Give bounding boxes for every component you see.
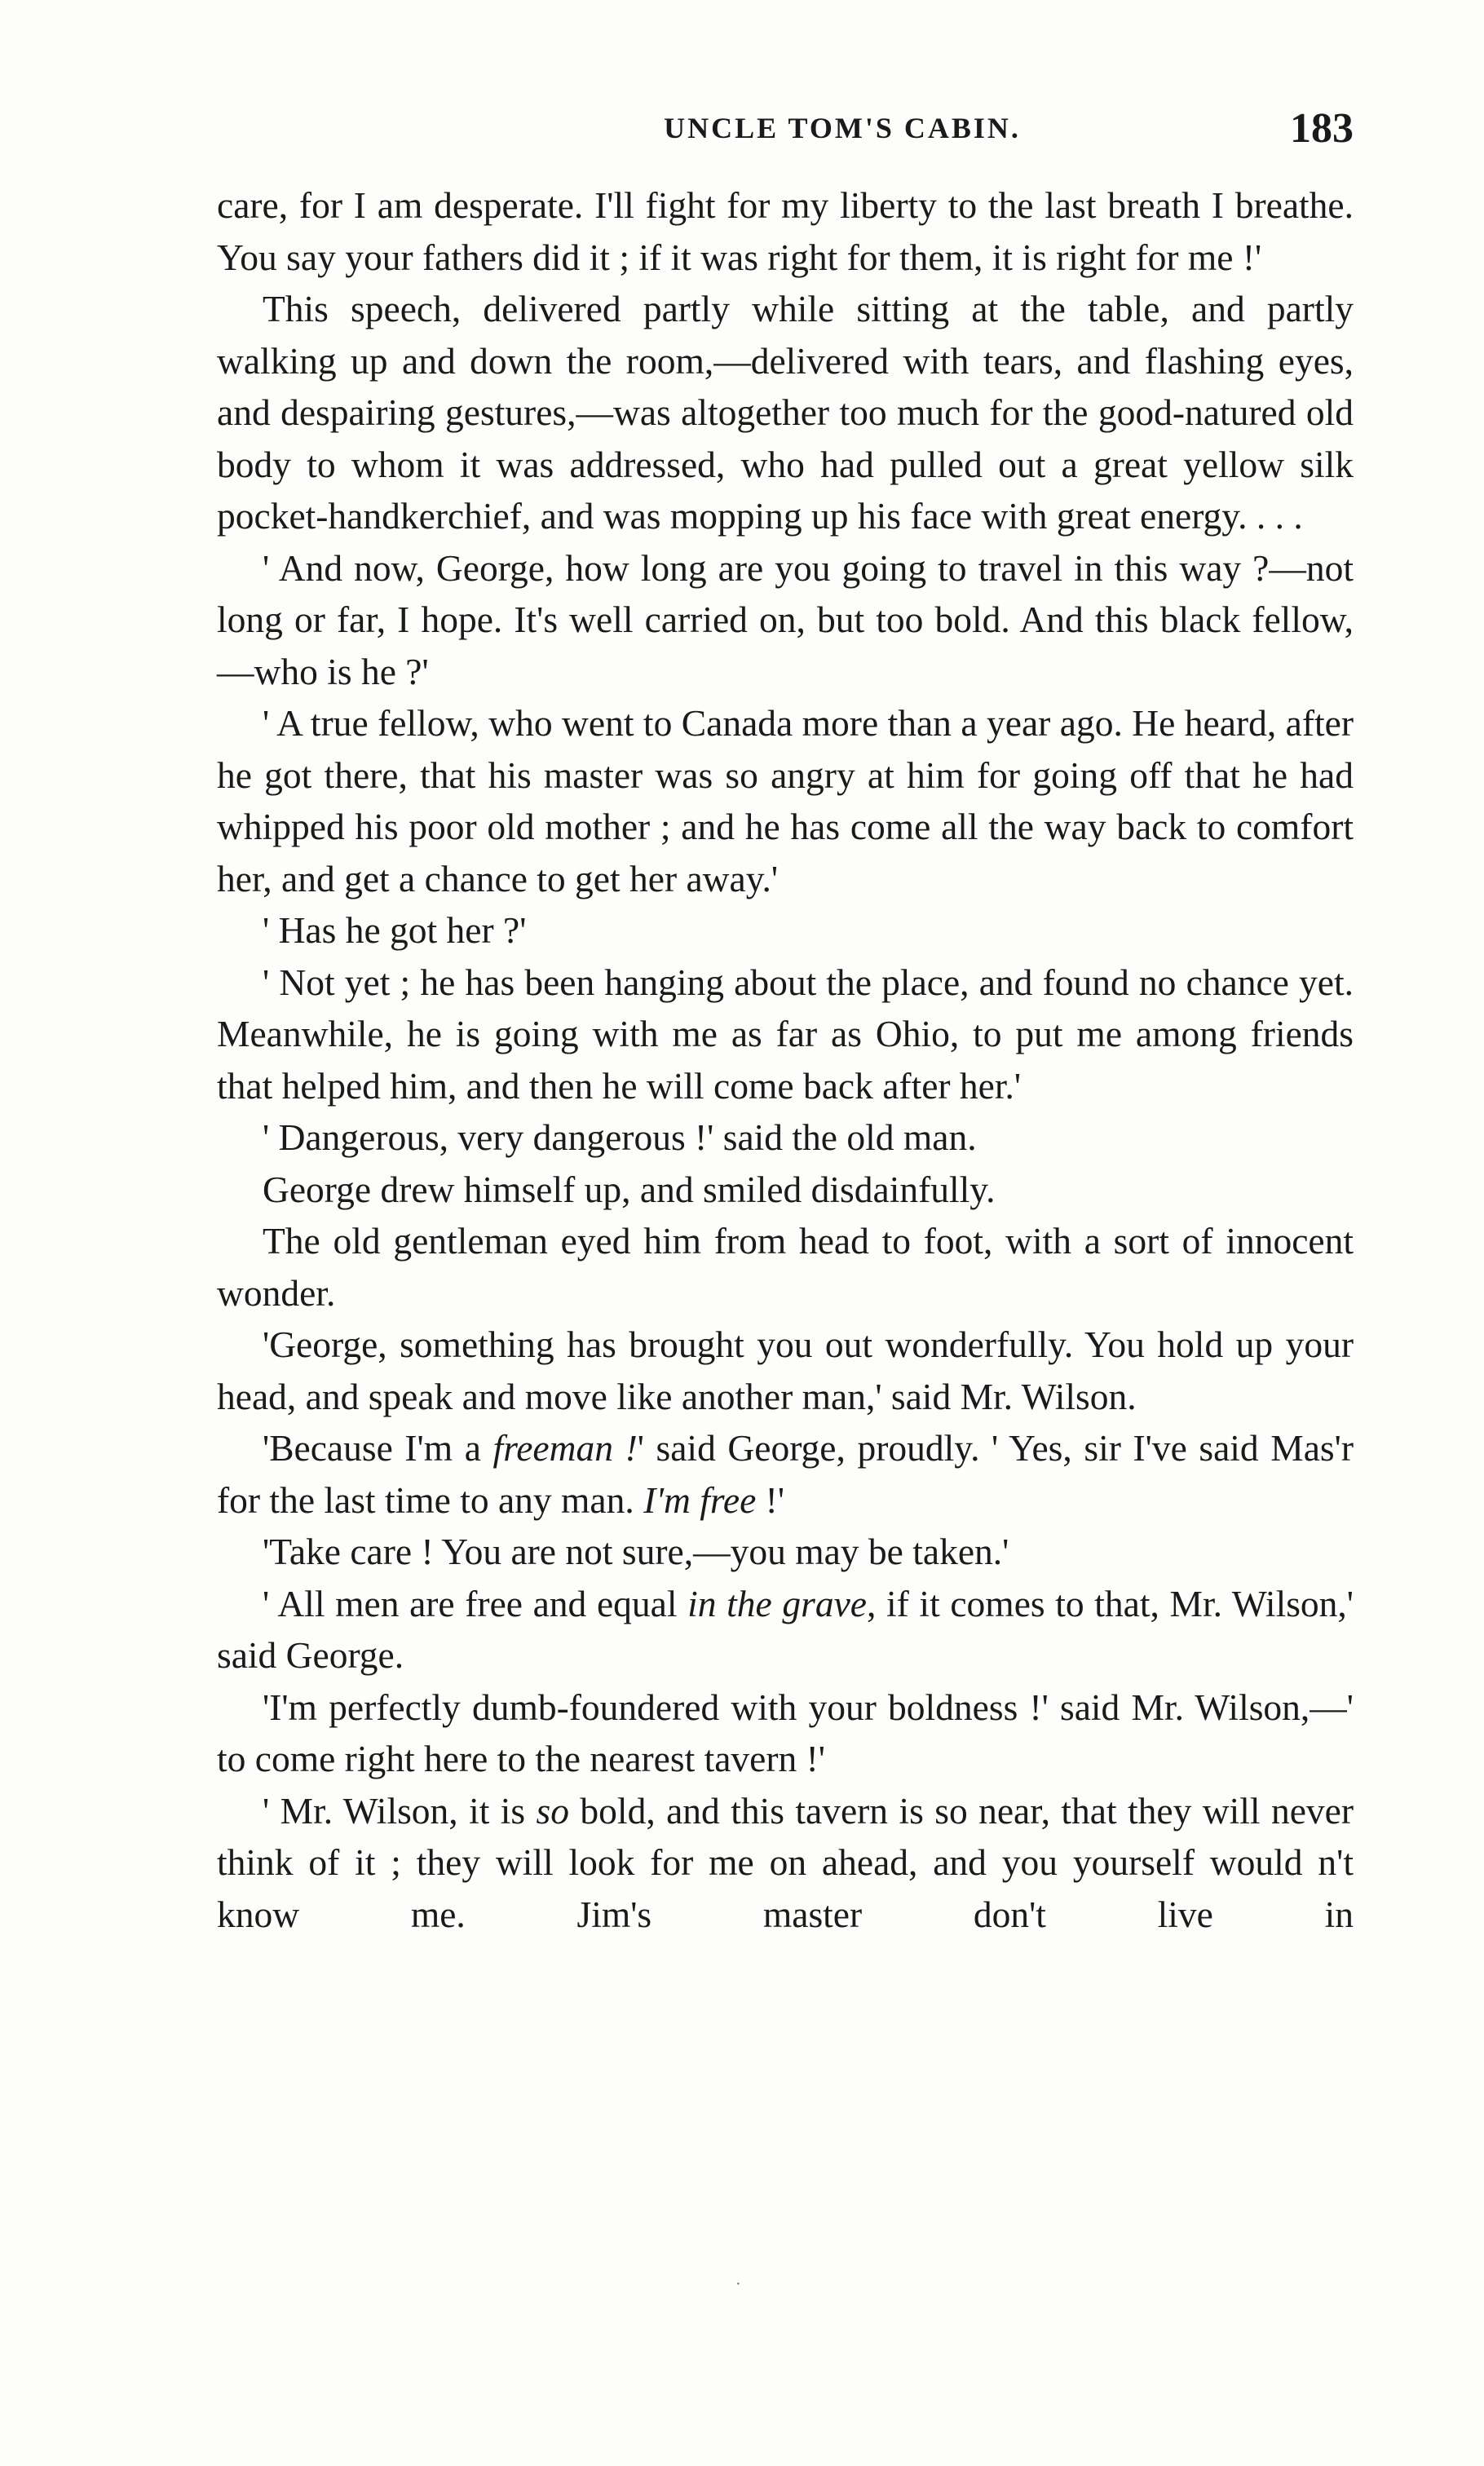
paragraph xyxy=(217,697,1354,904)
text-run: ' A true fellow, who went to Canada more than a year ago. He heard, after he got there, that his master was so angry at him for going off that he had whipped his poor old mother ; and he has come all the way back to comfort her, and get a chance to get her away.' xyxy=(217,702,1354,899)
paragraph xyxy=(217,1682,1354,1785)
paragraph xyxy=(217,1215,1354,1319)
paragraph xyxy=(217,1422,1354,1526)
text-run: ' Dangerous, very dangerous !' said the old man. xyxy=(263,1116,977,1158)
text-run: 'I'm perfectly dumb-foundered with your boldness !' said Mr. Wilson,—' to come right here to the nearest tavern !' xyxy=(217,1686,1354,1779)
paragraph xyxy=(217,1111,1354,1164)
paragraph xyxy=(217,957,1354,1112)
text-run: , if it comes to that, Mr. Wilson,' said George. xyxy=(217,1582,1354,1676)
paragraph xyxy=(217,1164,1354,1216)
text-run: This speech, delivered partly while sitting at the table, and partly walking up and down the room,—delivered with tears, and flashing eyes, and despairing gestures,—was altogether too much for the good-natured old body to whom it was addressed, who had pulled out a great yellow silk pocket-handkerchief, and was mopping up his face with great energy. . . . xyxy=(217,288,1354,537)
paragraph-continued xyxy=(217,179,1354,283)
text-run: ' And now, George, how long are you going to travel in this way ?—not long or far, I hope. It's well carried on, but too bold. And this black fellow,—who is he ?' xyxy=(217,546,1354,692)
text-run: ' All men are free and equal xyxy=(263,1582,688,1624)
text-run: bold, and this tavern is so near, that they will never think of it ; they will look for me on ahead, and you yourself would n't know me. Jim's master don't live in xyxy=(217,1789,1354,1935)
paragraph-continues xyxy=(217,1785,1354,1941)
italic-text-run: so xyxy=(536,1789,570,1832)
paragraph xyxy=(217,1319,1354,1422)
paragraph xyxy=(217,1578,1354,1682)
text-run: ' Has he got her ?' xyxy=(263,909,527,951)
text-run: !' xyxy=(756,1478,785,1521)
running-title: UNCLE TOM'S CABIN. xyxy=(664,112,1021,144)
paragraph xyxy=(217,904,1354,957)
text-run: George drew himself up, and smiled disdainfully. xyxy=(263,1168,996,1210)
text-run: 'George, something has brought you out wonderfully. You hold up your head, and speak and move like another man,' said Mr. Wilson. xyxy=(217,1324,1354,1417)
text-run: care, for I am desperate. I'll fight for my liberty to the last breath I breathe. You say your fathers did it ; if it was right for them, it is right for me !' xyxy=(217,184,1354,278)
paragraph xyxy=(217,283,1354,542)
text-run: ' said George, proudly. ' Yes, sir I've said Mas'r for the last time to any man. xyxy=(217,1427,1354,1521)
text-run: 'Because I'm a xyxy=(263,1427,493,1469)
text-run: ' Not yet ; he has been hanging about the place, and found no chance yet. Meanwhile, he is going with me as far as Ohio, to put me among friends that helped him, and then he will come back after her.' xyxy=(217,961,1354,1107)
paragraph xyxy=(217,1526,1354,1578)
text-run: ' Mr. Wilson, it is xyxy=(263,1789,537,1832)
body-text xyxy=(217,179,1354,1940)
italic-text-run: I'm free xyxy=(643,1478,757,1521)
text-run: The old gentleman eyed him from head to foot, with a sort of innocent wonder. xyxy=(217,1220,1354,1314)
print-speck: · xyxy=(735,2275,741,2293)
italic-text-run: in the grave xyxy=(687,1582,867,1624)
italic-text-run: freeman ! xyxy=(492,1427,638,1469)
paragraph xyxy=(217,542,1354,698)
text-run: 'Take care ! You are not sure,—you may be taken.' xyxy=(263,1531,1009,1572)
page-header xyxy=(217,104,1354,157)
page-number: 183 xyxy=(1290,105,1354,152)
